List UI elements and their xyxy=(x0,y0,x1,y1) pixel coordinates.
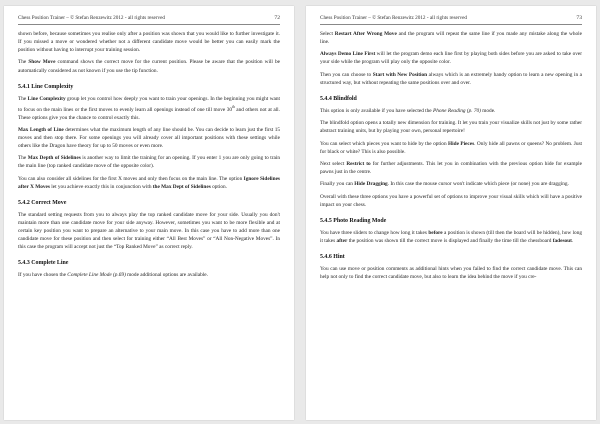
restrict-to-paragraph: Next select Restrict to for further adjustments. This let you in combination with the previous option hide for example pawns just in the centre. xyxy=(320,160,582,176)
right-page xyxy=(306,6,596,420)
blindfold-intro-paragraph: The blindfold option opens a totally new dimension for training. It let you train your visualize skills not just by some rather abstract training units, but by playing your own, personal repertoire! xyxy=(320,120,582,135)
line-complexity-paragraph: The Line Complexity group let you control how deeply you want to train your openings. In the beginning you might want to focus on the main lines or the first moves to evenly learn all openings instead of one till move 30th and others not at all. These options give you the chance to control exactly this. xyxy=(18,95,280,121)
section-5-4-3-title: 5.4.3 Complete Line xyxy=(18,260,69,267)
left-header-title: Chess Position Trainer – © Stefan Renzewitz 2012 - all rights reserved xyxy=(18,15,166,21)
section-5-4-4-title: 5.4.4 Blindfold xyxy=(320,95,357,102)
left-page-number: 72 xyxy=(274,15,280,21)
left-paragraph-show-move: The Show Move command shows the correct move for the current position. Please be aware that the position will be automatically considered as not known if you use the tip function. xyxy=(18,59,280,74)
right-page-header xyxy=(320,15,582,25)
max-depth-paragraph: The Max Depth of Sidelines is another way to limit the training for an opening. If you enter 1 you are only going to train the main line (top ranked candidate move of the opposite color). xyxy=(18,155,280,170)
hide-dragging-paragraph: Finally you can Hide Dragging. In this case the mouse cursor won't indicate which piece (or none) you are dragging. xyxy=(320,181,569,188)
section-5-4-6-title: 5.4.6 Hint xyxy=(320,254,345,260)
section-5-4-1-title: 5.4.1 Line Complexity xyxy=(18,83,74,90)
left-page-header xyxy=(18,15,280,25)
complete-line-paragraph: If you have chosen the Complete Line Mode (p.69) mode additional options are available. xyxy=(18,272,208,279)
section-5-4-2-title: 5.4.2 Correct Move xyxy=(18,199,67,206)
restart-after-wrong-move-paragraph: Select Restart After Wrong Move and the program will repeat the same line if you made any mistake along the whole line. xyxy=(320,31,582,46)
demo-line-paragraph: Always Demo Line First will let the program demo each line first by playing both sides before you are asked to take over your side while the program will play only the opposite color. xyxy=(320,51,582,66)
right-header-title: Chess Position Trainer – © Stefan Renzewitz 2012 - all rights reserved xyxy=(320,15,468,21)
start-new-position-paragraph: Then you can choose to Start with New Position always which is an extremely handy option to learn a new opening in a structured way, but without repeating the same positions over and over. xyxy=(320,71,582,86)
ignore-sidelines-paragraph: You can also consider all sidelines for the first X moves and only then focus on the main line. The option Ignore Sidelines after X Moves let you achieve exactly this in conjunction with the Max Dept of Sidelines option. xyxy=(18,175,280,190)
hide-pieces-paragraph: You can select which pieces you want to hide by the option Hide Pieces. Only hide all pawns or queens? No problem. Just for black or white? This is also possible. xyxy=(320,140,582,155)
blindfold-summary-paragraph: Overall with these three options you have a powerful set of options to improve your visual skills which will have a positive impact on your chess. xyxy=(320,193,582,208)
left-paragraph-1: shown before, because sometimes you realise only after a position was shown that you would like to further investigate it. If you missed a move or wondered whether not a different candidate move would be better you can easily mark the position without having to interrupt your training session. xyxy=(18,31,280,54)
hint-paragraph: You can use move or position comments as additional hints when you failed to find the correct candidate move. This can help not only to find the correct candidate move, but also to learn the idea behind the move if you cre- xyxy=(320,266,582,281)
right-page-number: 73 xyxy=(576,15,582,21)
left-page xyxy=(4,6,294,420)
blindfold-availability-paragraph: This option is only available if you have selected the Phone Reading (p. 70) mode. xyxy=(320,107,496,114)
photo-reading-paragraph: You have three sliders to change how long it takes before a position is shown (till then the board will be hidden), how long it takes after the position was shown till the correct move is displayed and finally the time till the chessboard fadesout. xyxy=(320,229,583,244)
section-5-4-5-title: 5.4.5 Photo Reading Mode xyxy=(320,217,387,224)
max-length-paragraph: Max Length of Line determines what the maximum length of any line should be. You can decide to learn just the first 15 moves and then stop there. For some openings you will already cover all important positions with these settings while others like the Dragon have theory for up to 50 moves or even more. xyxy=(18,126,281,150)
correct-move-paragraph: The standard setting requests from you to always play the top ranked candidate move for your side. Usually you don't maintain more than one candidate move for your side anyway. However, sometimes you want to be more flexible and at certain key position you want to prepare an alternative to your main move. In this case you have to add more than one candidate move for these position and then select for training either “All Best Moves” or “All Non-Negative Moves”. In this case the program will accept not just the “Top Ranked Move” as correct reply. xyxy=(18,211,280,251)
